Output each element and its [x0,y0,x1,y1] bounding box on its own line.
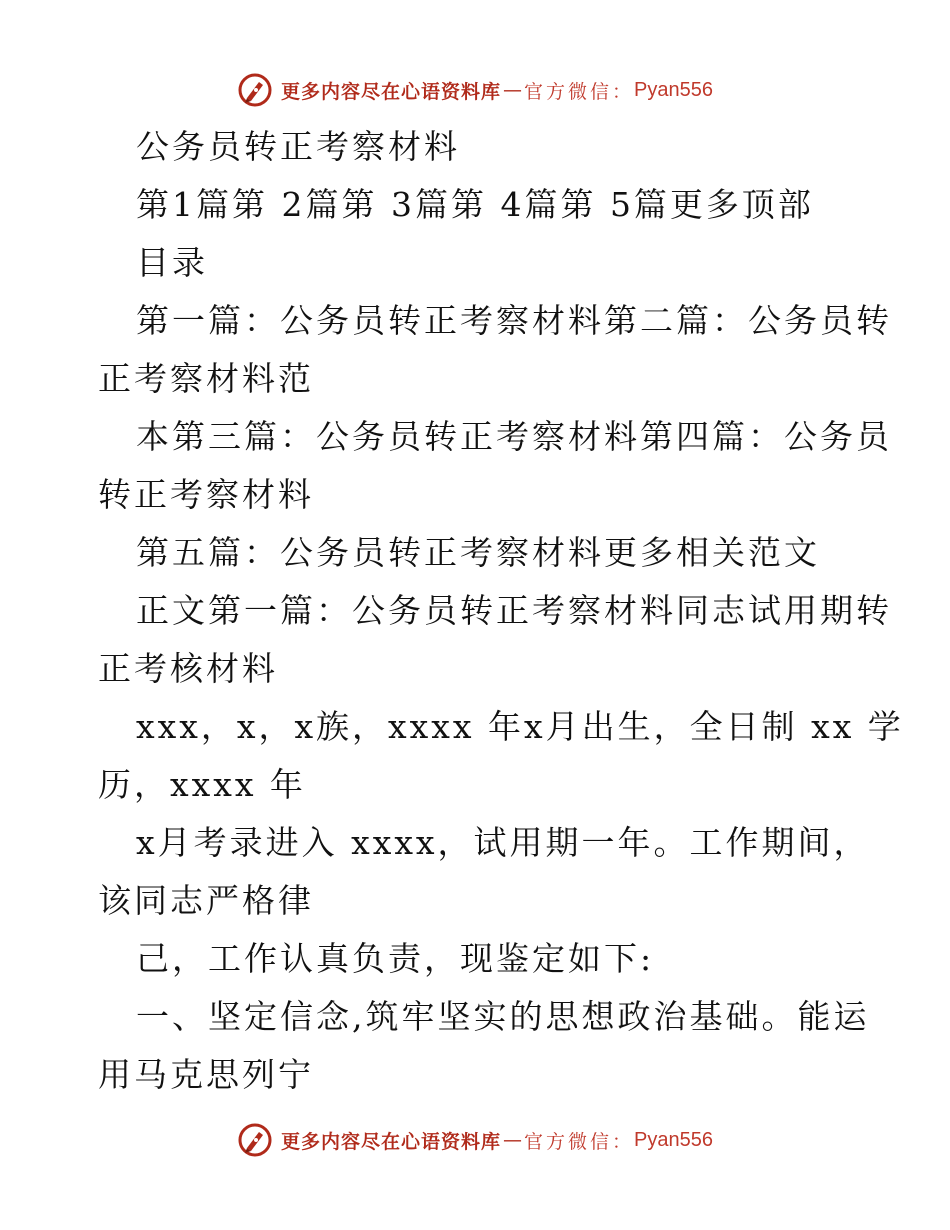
document-line: x月考录进入 xxxx，试用期一年。工作期间， [136,823,870,862]
document-line: 公务员转正考察材料 [136,127,460,166]
document-line: 历，xxxx 年 [98,765,306,804]
watermark-main-text: 更多内容尽在心语资料库 [281,1130,502,1153]
pen-logo-icon [237,72,273,108]
document-line: xxx，x，x族，xxxx 年x月出生，全日制 xx 学 [136,707,904,746]
document-line: 该同志严格律 [98,881,314,920]
document-line: 正文第一篇：公务员转正考察材料同志试用期转 [136,591,892,630]
document-line: 第一篇：公务员转正考察材料第二篇：公务员转 [136,301,892,340]
watermark-dash: — [503,1129,523,1151]
footer-watermark [0,1120,950,1160]
document-line: 用马克思列宁 [98,1055,314,1094]
document-body [98,118,904,1104]
pen-logo-icon [237,1122,273,1158]
document-line: 正考核材料 [98,649,278,688]
watermark-text [281,1127,713,1154]
watermark-text [281,77,713,104]
watermark-wechat-id: Pyan556 [634,78,713,101]
watermark-wechat-label: 官方微信： [524,1130,635,1153]
watermark-main-text: 更多内容尽在心语资料库 [281,80,502,103]
document-line: 本第三篇：公务员转正考察材料第四篇：公务员 [136,417,892,456]
document-line: 己，工作认真负责，现鉴定如下: [136,939,655,978]
watermark-wechat-id: Pyan556 [634,1128,713,1151]
watermark-dash: — [503,79,523,101]
watermark-wechat-label: 官方微信： [524,80,635,103]
header-watermark [0,70,950,110]
document-line: 第五篇：公务员转正考察材料更多相关范文 [136,533,820,572]
document-line: 第1篇第 2篇第 3篇第 4篇第 5篇更多顶部 [136,185,814,224]
document-line: 一、坚定信念,筑牢坚实的思想政治基础。能运 [136,997,870,1036]
document-line: 目录 [136,243,208,282]
document-line: 转正考察材料 [98,475,314,514]
document-line: 正考察材料范 [98,359,314,398]
